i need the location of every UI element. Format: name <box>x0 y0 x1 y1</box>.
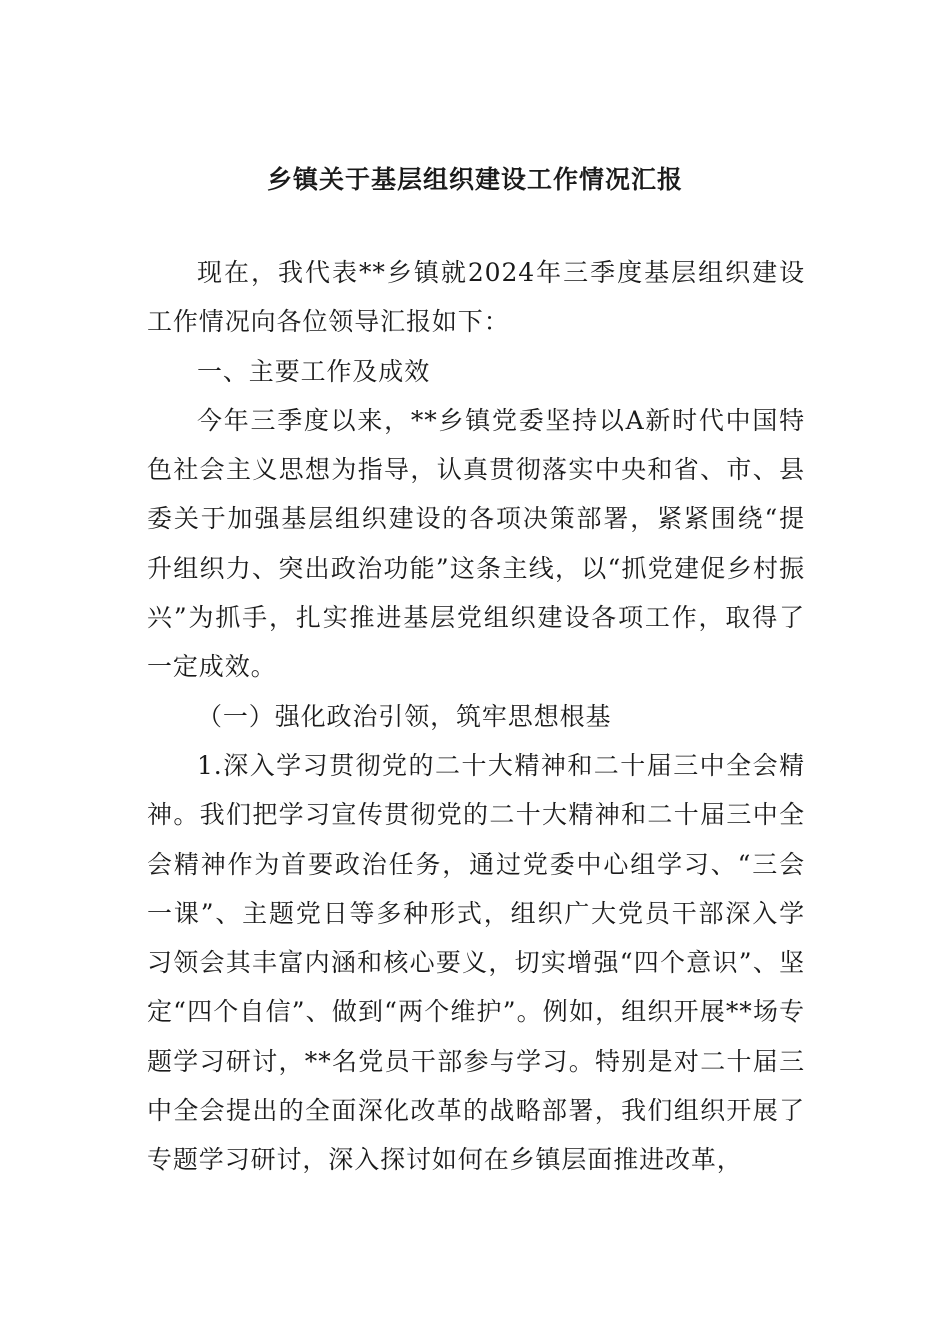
document-body <box>147 248 805 1185</box>
document-title: 乡镇关于基层组织建设工作情况汇报 <box>266 165 683 194</box>
paragraph-overview: 今年三季度以来，**乡镇党委坚持以A新时代中国特色社会主义思想为指导，认真贯彻落实中央和省、市、县委关于加强基层组织建设的各项决策部署，紧紧围绕“提升组织力、突出政治功能”这条主线，以“抓党建促乡村振兴”为抓手，扎实推进基层党组织建设各项工作，取得了一定成效。 <box>147 405 805 682</box>
paragraph-intro: 现在，我代表**乡镇就2024年三季度基层组织建设工作情况向各位领导汇报如下： <box>147 258 805 337</box>
subsection-heading-political-leadership: （一）强化政治引领，筑牢思想根基 <box>197 701 612 731</box>
paragraph-study-spirit: 1.深入学习贯彻党的二十大精神和二十届三中全会精神。我们把学习宣传贯彻党的二十大精神和二十届三中全会精神作为首要政治任务，通过党委中心组学习、“三会一课”、主题党日等多种形式，组织广大党员干部深入学习领会其丰富内涵和核心要义，切实增强“四个意识”、坚定“四个自信”、做到“两个维护”。例如，组织开展**场专题学习研讨，**名党员干部参与学习。特别是对二十届三中全会提出的全面深化改革的战略部署，我们组织开展了专题学习研讨，深入探讨如何在乡镇层面推进改革， <box>147 750 805 1175</box>
section-heading-main-work: 一、主要工作及成效 <box>197 356 431 386</box>
